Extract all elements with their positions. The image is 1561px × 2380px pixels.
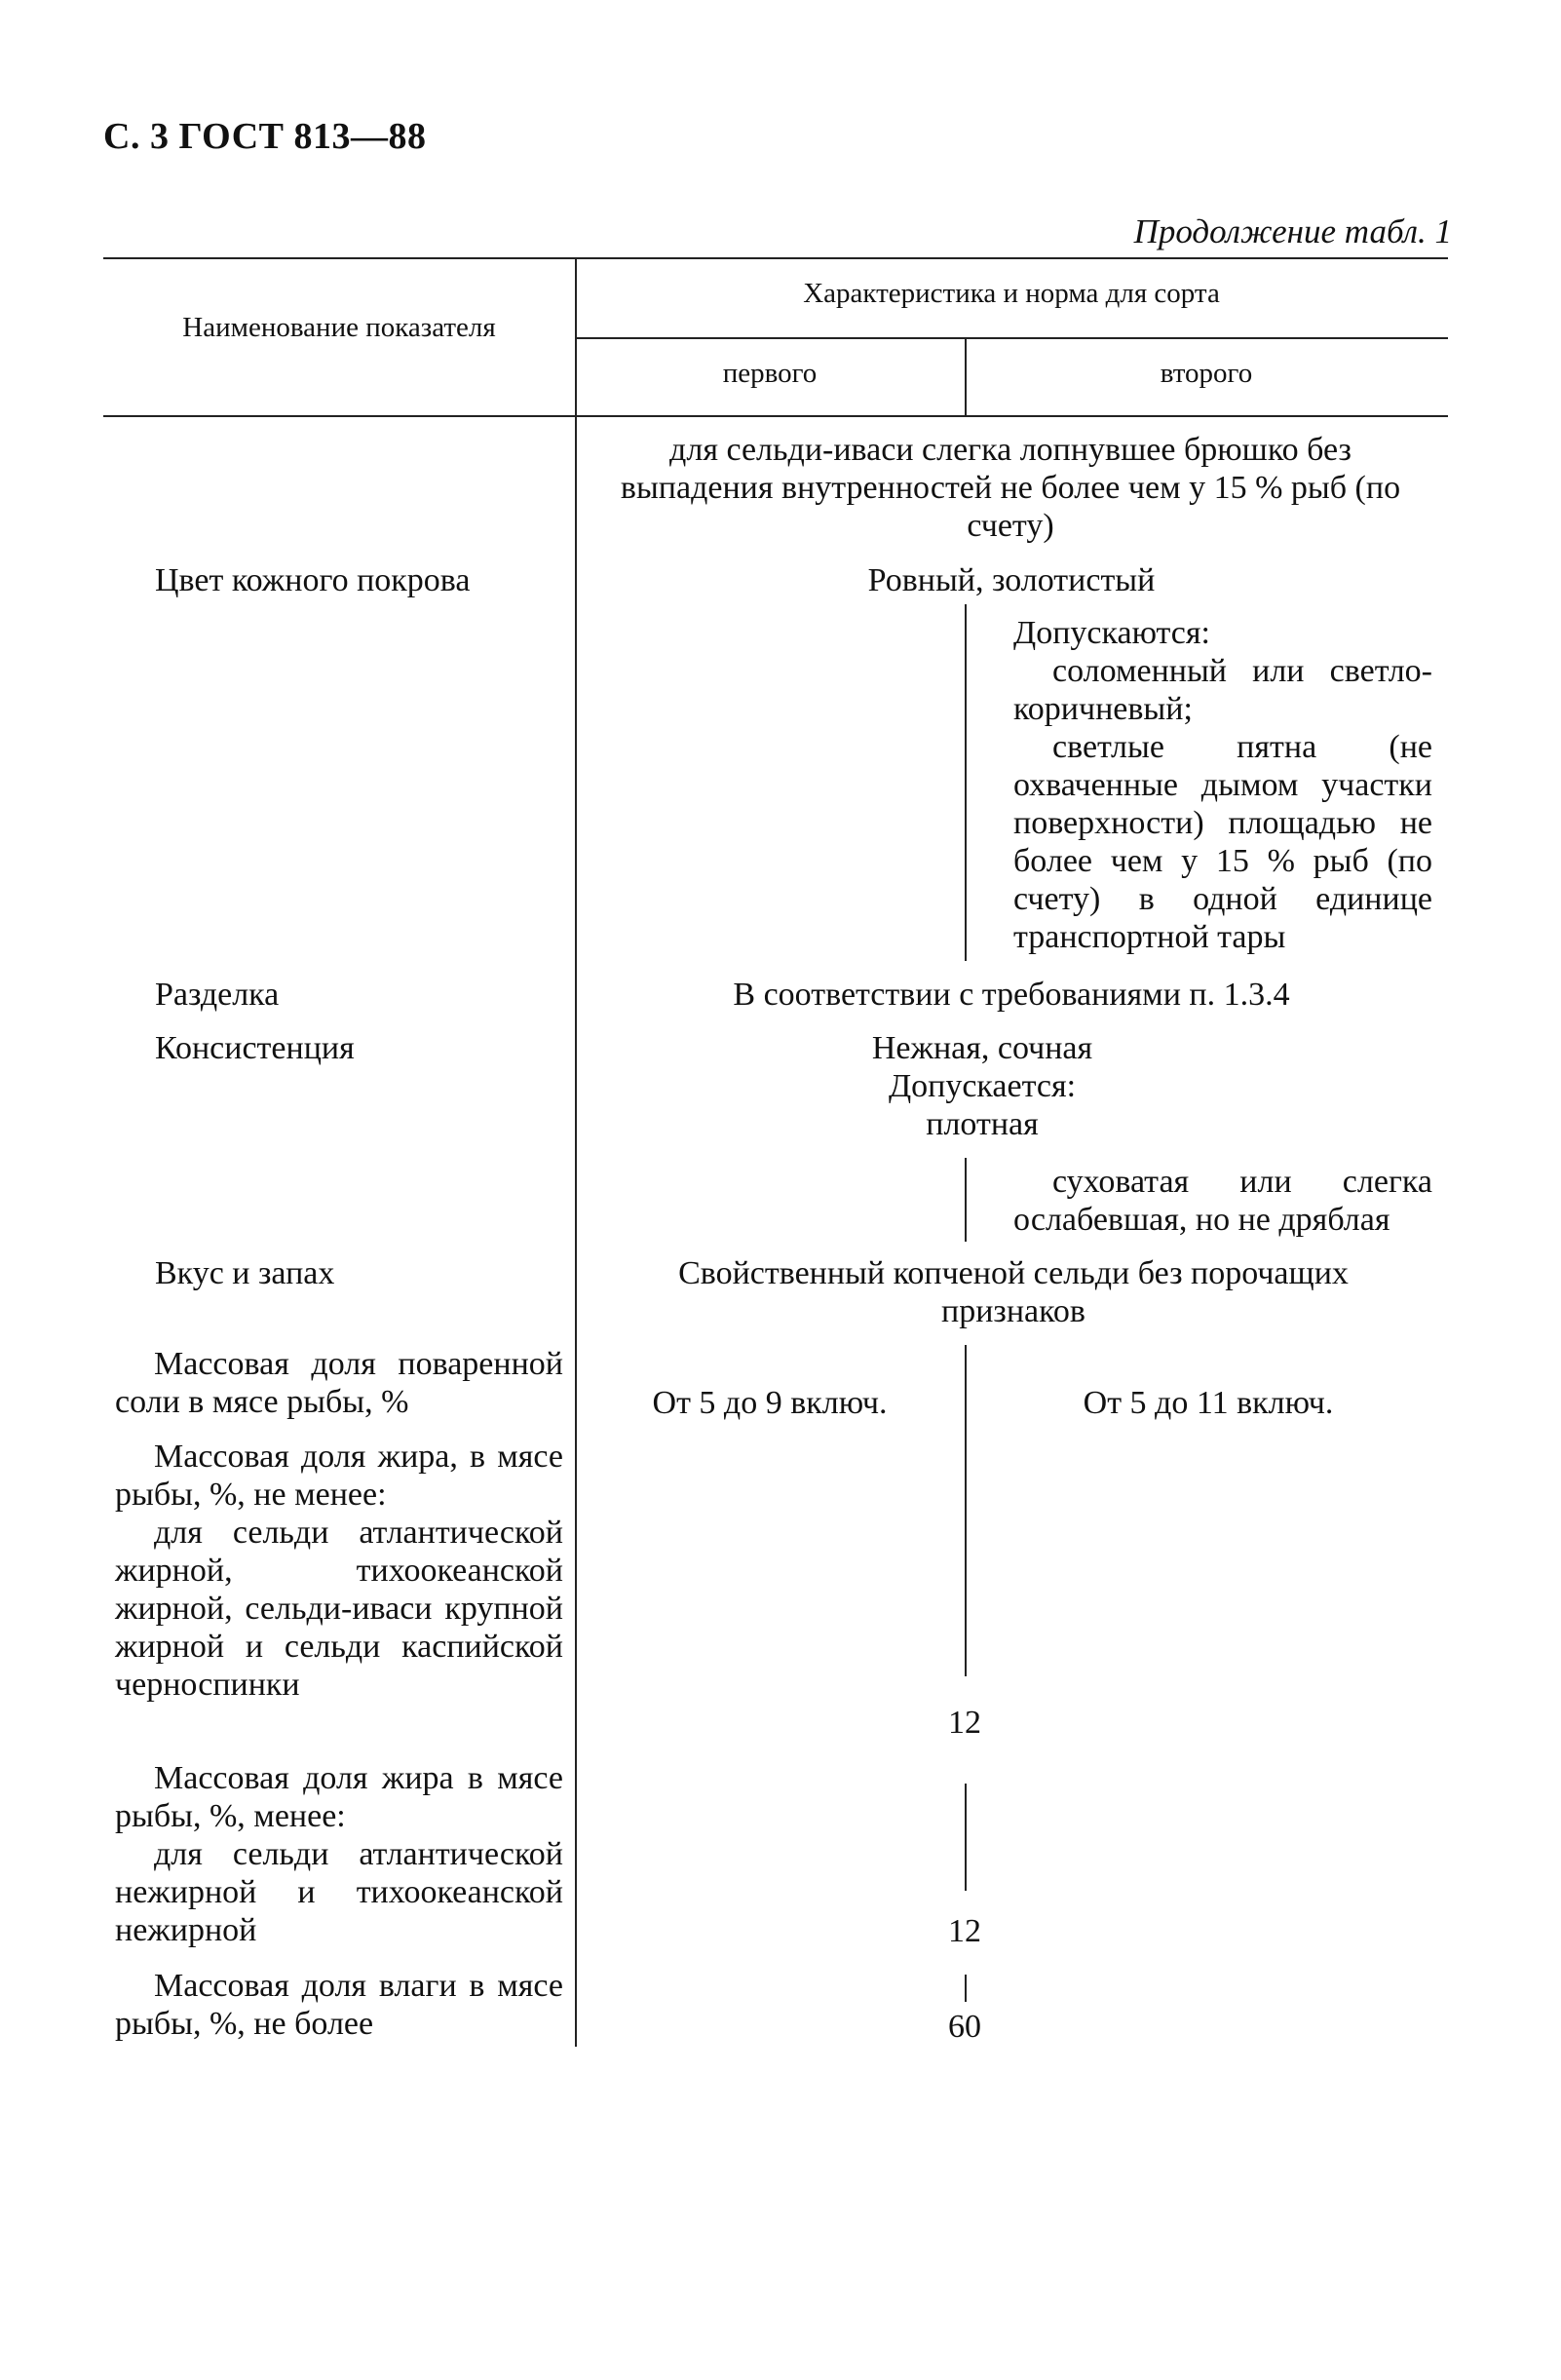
grade-divider-fat-less bbox=[965, 1784, 967, 1891]
cutting-norm: В соответствии с требованиями п. 1.3.4 bbox=[733, 977, 1290, 1013]
header-indicator-name: Наименование показателя bbox=[182, 312, 496, 343]
skin-allowance-item-1: соломенный или светло-коричневый; bbox=[1013, 653, 1432, 727]
moisture-label: Массовая доля влаги в мясе рыбы, %, не более bbox=[115, 1968, 563, 2042]
header-grade-second: второго bbox=[1160, 358, 1253, 389]
taste-norm: Свойственный копченой сельди без порочащих признаков bbox=[678, 1255, 1349, 1329]
grade-divider-consistency bbox=[965, 1158, 967, 1242]
fat-less-value: 12 bbox=[948, 1913, 981, 1949]
fat-less-sub: для сельди атлантической нежирной и тихоокеанской нежирной bbox=[115, 1836, 563, 1948]
skin-allowance-item-2: светлые пятна (не охваченные дымом участки поверхности) площадью не более чем у 15 % рыб (по счету) в одной единице транспортной тары bbox=[1013, 729, 1432, 955]
fat-min-label: Массовая доля жира, в мясе рыбы, %, не менее: для сельди атлантической жирной, тихоокеанской жирной, сельди-иваси крупной жирной и сельди каспийской черноспинки bbox=[115, 1439, 563, 1703]
document-code: С. 3 ГОСТ 813—88 bbox=[103, 116, 427, 157]
grade-divider-skin bbox=[965, 604, 967, 961]
skin-allowed-heading: Допускаются: bbox=[1013, 615, 1210, 651]
label-column-divider bbox=[575, 257, 577, 2047]
consistency-second-grade bbox=[1013, 1163, 1432, 1239]
belly-note: для сельди-иваси слегка лопнувшее брюшко без выпадения внутренностей не более чем у 15 % рыб (по счету) bbox=[620, 432, 1401, 544]
fat-less-label: Массовая доля жира в мясе рыбы, %, менее: для сельди атлантической нежирной и тихоокеанской нежирной bbox=[115, 1760, 563, 1948]
consistency-label: Консистенция bbox=[155, 1030, 355, 1066]
skin-color-second-grade bbox=[1013, 614, 1432, 956]
grade-divider-moisture bbox=[965, 1975, 967, 2002]
moisture-value: 60 bbox=[948, 2009, 981, 2045]
consistency-second-text: суховатая или слегка ослабевшая, но не дряблая bbox=[1013, 1164, 1432, 1238]
skin-color-norm: Ровный, золотистый bbox=[867, 562, 1156, 598]
header-grade-first: первого bbox=[722, 358, 818, 389]
fat-min-value: 12 bbox=[948, 1705, 981, 1741]
header-bottom-rule bbox=[103, 415, 1448, 417]
header-characteristic: Характеристика и норма для сорта bbox=[803, 278, 1220, 309]
salt-first-grade: От 5 до 9 включ. bbox=[652, 1385, 888, 1421]
taste-label: Вкус и запах bbox=[155, 1255, 335, 1291]
grade-divider-salt bbox=[965, 1345, 967, 1676]
consistency-norm-3: плотная bbox=[926, 1106, 1039, 1142]
cutting-label: Разделка bbox=[155, 977, 280, 1013]
table-top-rule bbox=[103, 257, 1448, 259]
skin-color-label: Цвет кожного покрова bbox=[155, 562, 471, 598]
salt-label: Массовая доля поваренной соли в мясе рыбы, % bbox=[115, 1346, 563, 1420]
header-mid-rule bbox=[575, 337, 1448, 339]
consistency-norm-1: Нежная, сочная bbox=[871, 1030, 1093, 1066]
table-continuation-label: Продолжение табл. 1 bbox=[1133, 212, 1452, 250]
salt-second-grade: От 5 до 11 включ. bbox=[1083, 1385, 1334, 1421]
fat-min-sub: для сельди атлантической жирной, тихоокеанской жирной, сельди-иваси крупной жирной и сельди каспийской черноспинки bbox=[115, 1515, 563, 1703]
consistency-norm-2: Допускается: bbox=[888, 1068, 1077, 1104]
